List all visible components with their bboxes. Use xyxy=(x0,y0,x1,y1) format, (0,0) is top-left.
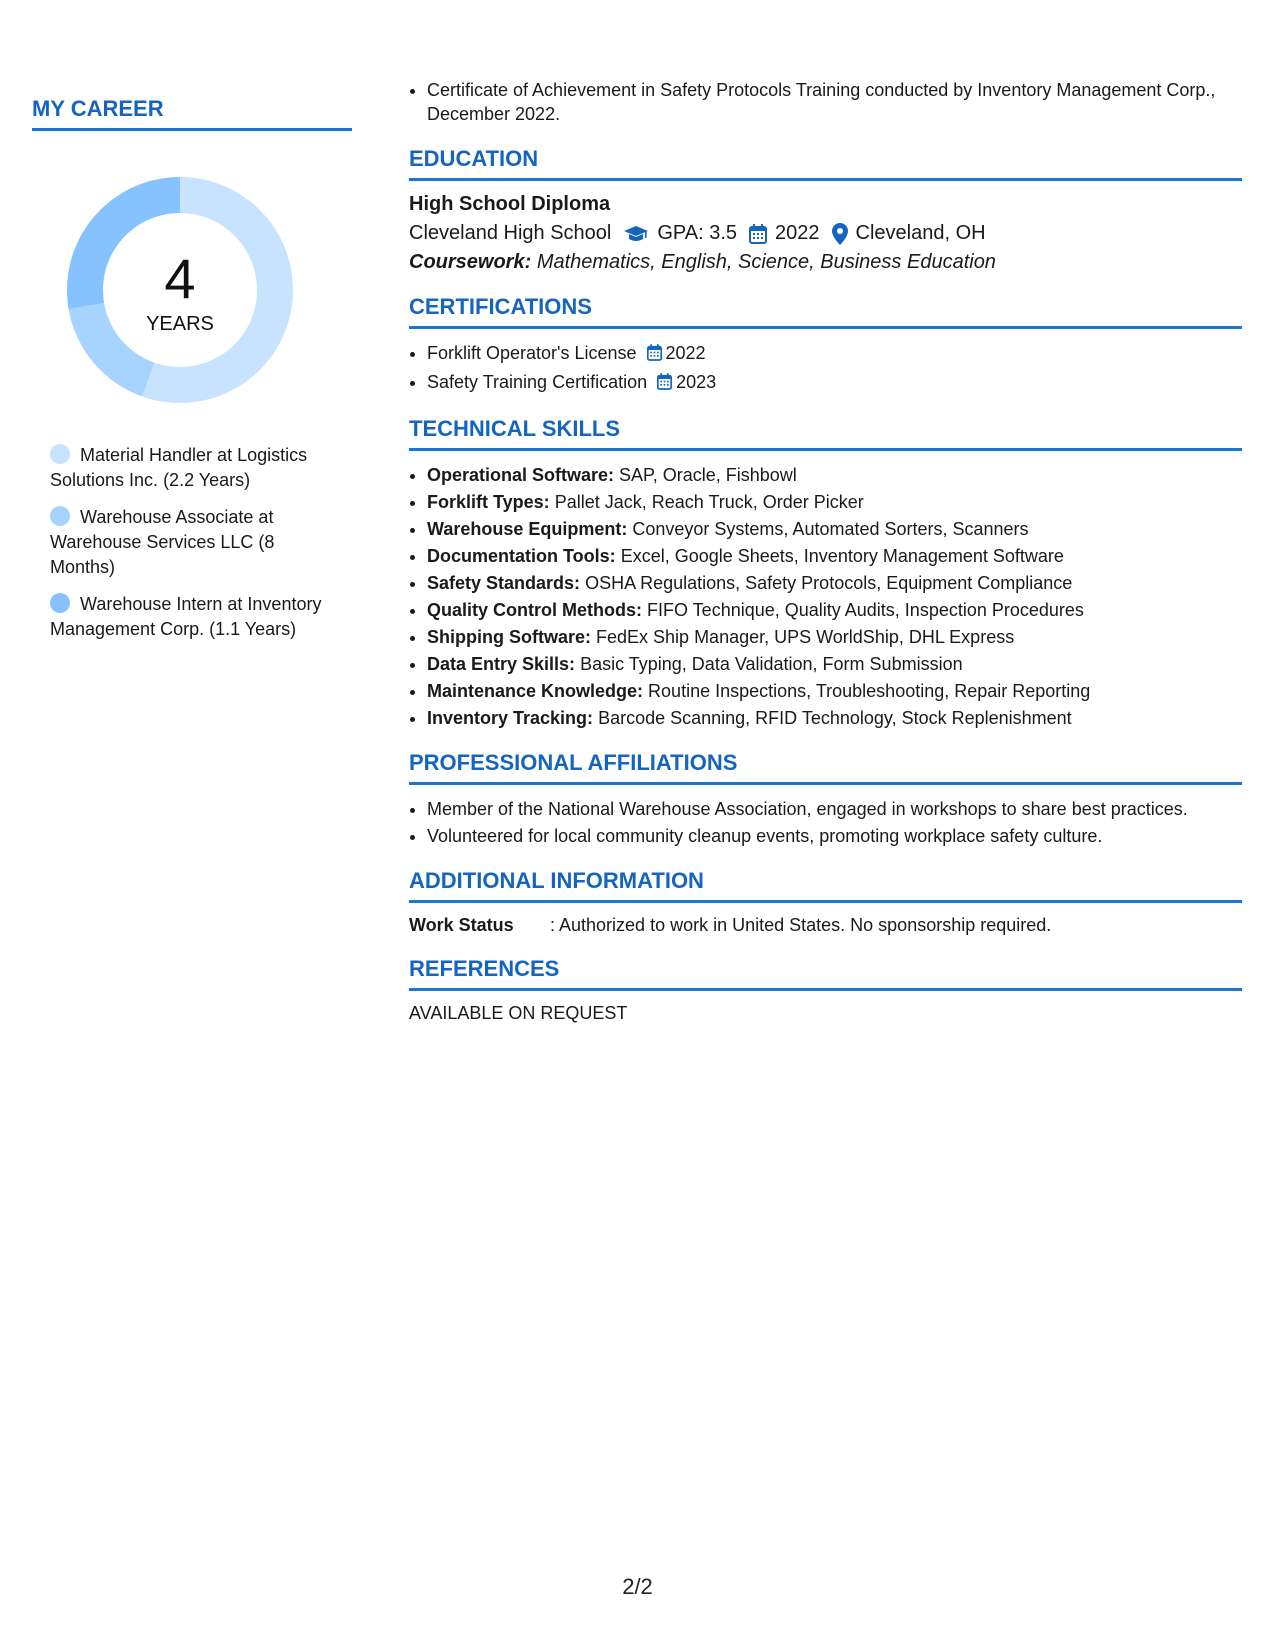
page-number: 2/2 xyxy=(622,1574,653,1599)
certifications-title: CERTIFICATIONS xyxy=(409,294,1242,329)
graduation-year: 2022 xyxy=(775,222,820,244)
certifications-section xyxy=(409,294,1242,396)
cert-name: Safety Training Certification xyxy=(427,372,648,392)
skill-label: Documentation Tools: xyxy=(427,546,616,566)
legend-item xyxy=(50,505,340,580)
school-location: Cleveland, OH xyxy=(855,222,986,244)
degree-title: High School Diploma xyxy=(409,193,611,215)
calendar-icon xyxy=(657,372,672,396)
additional-section xyxy=(409,868,1242,936)
skill-value: FIFO Technique, Quality Audits, Inspection Procedures xyxy=(647,600,1084,620)
graduation-cap-icon xyxy=(623,224,649,244)
skill-value: Barcode Scanning, RFID Technology, Stock Replenishment xyxy=(598,708,1072,728)
references-section xyxy=(409,956,1242,1024)
list-item xyxy=(427,370,1242,396)
legend-label: Warehouse Intern at Inventory Management Corp. (1.1 Years) xyxy=(50,594,322,639)
skill-value: Routine Inspections, Troubleshooting, Repair Reporting xyxy=(648,681,1091,701)
list-item xyxy=(427,571,1242,595)
coursework xyxy=(409,251,1242,274)
list-item xyxy=(427,463,1242,487)
legend-dot xyxy=(50,506,70,526)
skill-label: Maintenance Knowledge: xyxy=(427,681,644,701)
list-item xyxy=(427,517,1242,541)
cert-year: 2022 xyxy=(665,343,706,363)
list-item xyxy=(427,652,1242,676)
list-item xyxy=(427,598,1242,622)
career-legend xyxy=(50,443,340,642)
skill-label: Quality Control Methods: xyxy=(427,600,642,620)
skill-value: Basic Typing, Data Validation, Form Submission xyxy=(580,654,963,674)
calendar-icon xyxy=(647,343,662,367)
skill-label: Data Entry Skills: xyxy=(427,654,576,674)
skills-title: TECHNICAL SKILLS xyxy=(409,416,1242,451)
skill-value: SAP, Oracle, Fishbowl xyxy=(619,465,797,485)
donut-total-number: 4 xyxy=(164,247,196,310)
list-item xyxy=(427,490,1242,514)
calendar-icon xyxy=(749,224,767,244)
gpa: GPA: 3.5 xyxy=(657,222,738,244)
school-name: Cleveland High School xyxy=(409,222,612,244)
skill-value: FedEx Ship Manager, UPS WorldShip, DHL Express xyxy=(596,627,1015,647)
list-item xyxy=(427,625,1242,649)
list-item xyxy=(427,341,1242,367)
skill-label: Shipping Software: xyxy=(427,627,591,647)
references-title: REFERENCES xyxy=(409,956,1242,991)
skills-list xyxy=(409,463,1242,730)
skill-label: Warehouse Equipment: xyxy=(427,519,628,539)
skill-label: Operational Software: xyxy=(427,465,615,485)
skill-label: Safety Standards: xyxy=(427,573,581,593)
donut-total-unit: YEARS xyxy=(146,313,214,335)
references-text: AVAILABLE ON REQUEST xyxy=(409,1003,628,1023)
legend-label: Material Handler at Logistics Solutions Inc. (2.2 Years) xyxy=(50,445,308,490)
skill-value: Conveyor Systems, Automated Sorters, Scanners xyxy=(632,519,1029,539)
education-section xyxy=(409,146,1242,274)
affiliations-list xyxy=(409,797,1242,848)
coursework-label: Coursework: xyxy=(409,251,532,273)
location-pin-icon xyxy=(832,223,848,245)
skill-value: Excel, Google Sheets, Inventory Management Software xyxy=(620,546,1064,566)
cert-name: Forklift Operator's License xyxy=(427,343,637,363)
work-status-value: : Authorized to work in United States. No sponsorship required. xyxy=(550,915,1052,935)
list-item xyxy=(427,679,1242,703)
coursework-value: Mathematics, English, Science, Business Education xyxy=(536,251,996,273)
skill-value: OSHA Regulations, Safety Protocols, Equipment Compliance xyxy=(585,573,1073,593)
list-item xyxy=(427,706,1242,730)
list-item: • Volunteered for local community cleanup events, promoting workplace safety culture. xyxy=(427,824,1242,848)
legend-item xyxy=(50,592,340,642)
skills-section xyxy=(409,416,1242,730)
skill-value: Pallet Jack, Reach Truck, Order Picker xyxy=(554,492,864,512)
additional-title: ADDITIONAL INFORMATION xyxy=(409,868,1242,903)
work-status-row xyxy=(409,915,1242,936)
education-title: EDUCATION xyxy=(409,146,1242,181)
donut-center xyxy=(65,175,295,405)
list-item: • Certificate of Achievement in Safety Protocols Training conducted by Inventory Management Corp., December 2022. xyxy=(427,78,1242,126)
career-title: MY CAREER xyxy=(32,96,352,131)
affiliations-title: PROFESSIONAL AFFILIATIONS xyxy=(409,750,1242,785)
list-item: • Member of the National Warehouse Association, engaged in workshops to share best practices. xyxy=(427,797,1242,821)
education-details xyxy=(409,222,1242,245)
affiliations-section xyxy=(409,750,1242,848)
legend-dot xyxy=(50,444,70,464)
career-donut-chart xyxy=(65,175,295,405)
cert-year: 2023 xyxy=(676,372,717,392)
carryover-list xyxy=(409,78,1242,126)
list-item xyxy=(427,544,1242,568)
certifications-list xyxy=(409,341,1242,396)
legend-label: Warehouse Associate at Warehouse Services LLC (8 Months) xyxy=(50,507,275,577)
legend-item xyxy=(50,443,340,493)
main-content xyxy=(409,78,1242,1024)
skill-label: Forklift Types: xyxy=(427,492,550,512)
work-status-label: Work Status xyxy=(409,915,514,935)
career-sidebar xyxy=(32,96,352,654)
skill-label: Inventory Tracking: xyxy=(427,708,594,728)
legend-dot xyxy=(50,593,70,613)
